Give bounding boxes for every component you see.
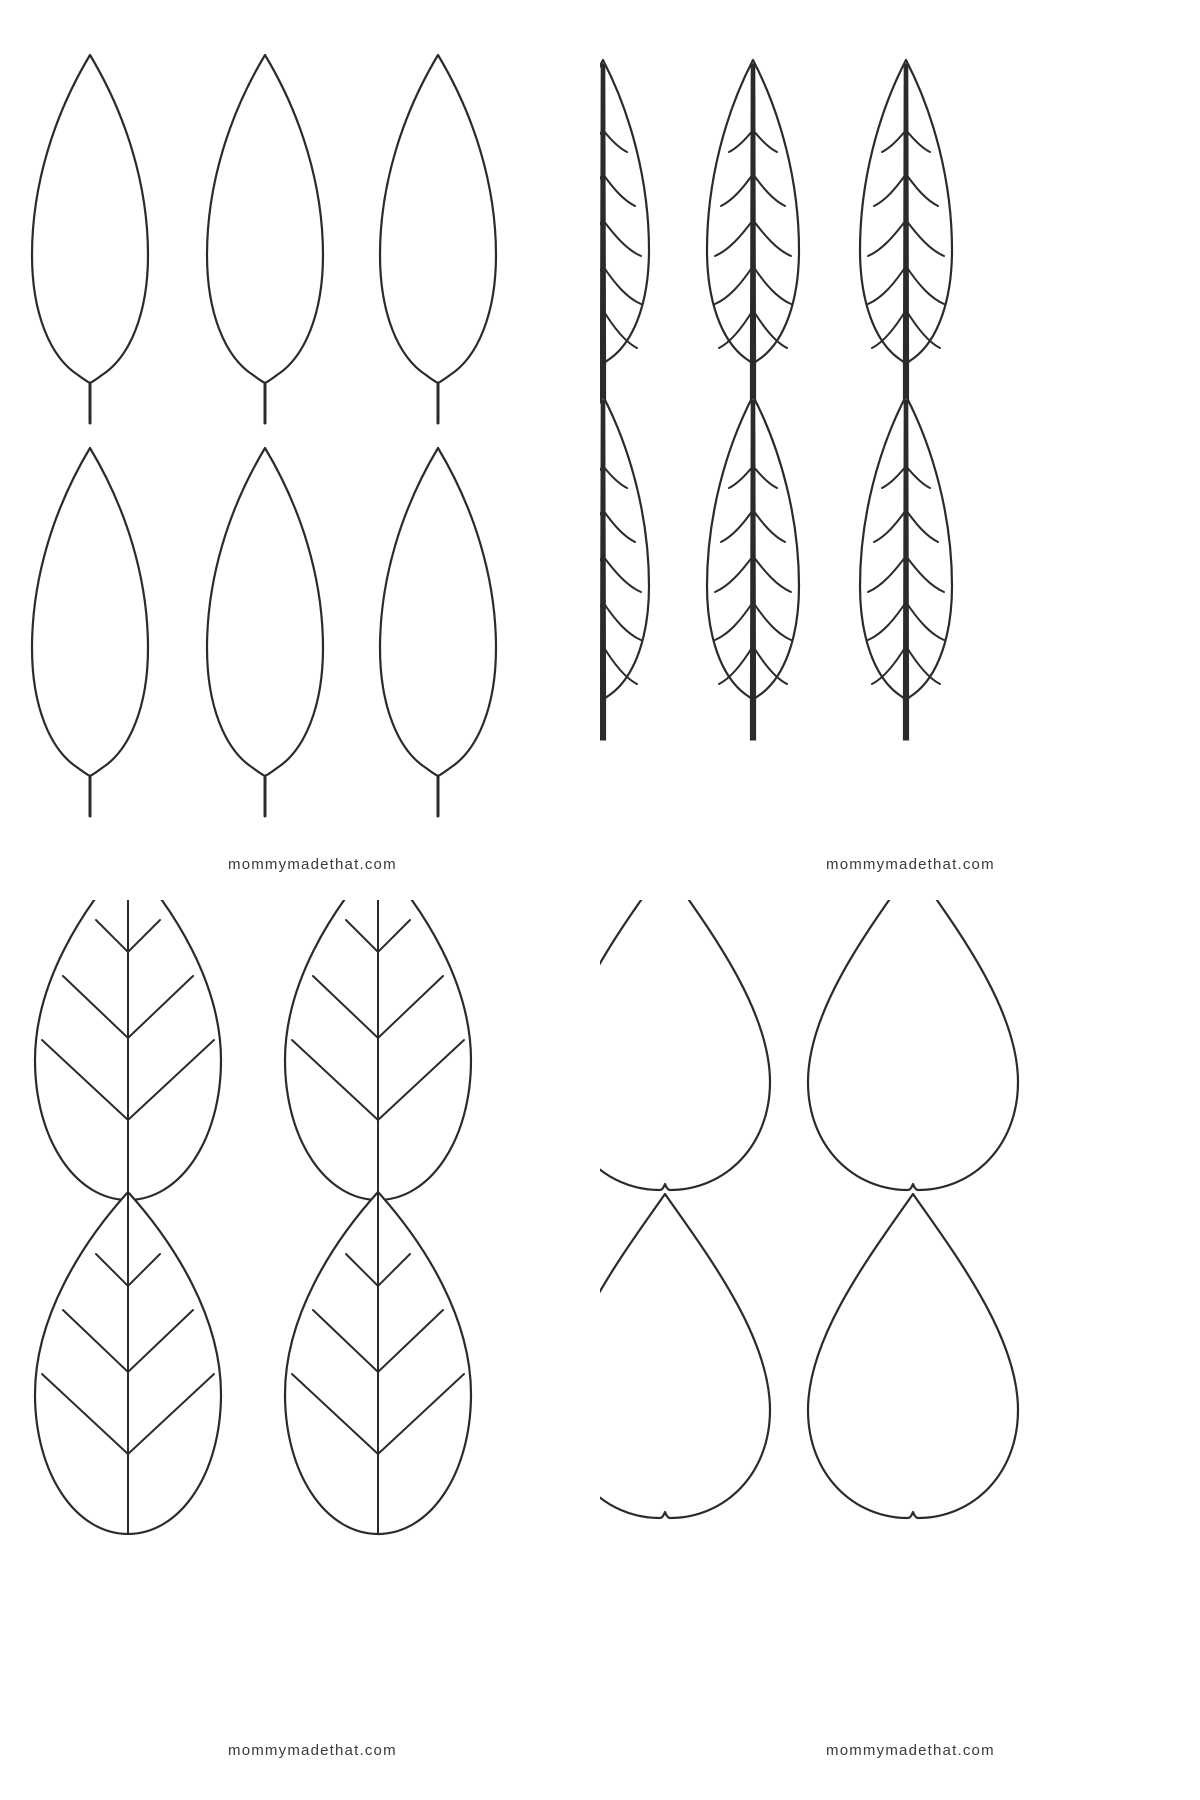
wide-chevron-vein-leaf-templates bbox=[0, 900, 600, 1800]
watermark: mommymadethat.com bbox=[826, 1742, 995, 1759]
plain-leaf-grid bbox=[0, 0, 600, 900]
plain-pointed-leaf-templates bbox=[0, 0, 600, 900]
plain-teardrop-petal-templates bbox=[600, 900, 1200, 1800]
leaf-shape bbox=[860, 60, 952, 404]
leaf-shape bbox=[207, 55, 323, 423]
petal-shape bbox=[808, 900, 1018, 1190]
petal-grid bbox=[600, 900, 1200, 1800]
leaf-shape bbox=[285, 900, 471, 1200]
leaf-shape bbox=[600, 396, 649, 740]
leaf-shape bbox=[35, 1192, 221, 1534]
watermark: mommymadethat.com bbox=[826, 856, 995, 873]
veined-narrow-leaf-templates bbox=[600, 0, 1200, 900]
leaf-shape bbox=[600, 60, 649, 404]
leaf-shape bbox=[707, 396, 799, 740]
veined-leaf-grid bbox=[600, 0, 1200, 900]
leaf-shape bbox=[207, 448, 323, 816]
chevron-leaf-grid bbox=[0, 900, 600, 1800]
petal-shape bbox=[808, 1194, 1018, 1518]
leaf-shape bbox=[860, 396, 952, 740]
petal-shape bbox=[600, 1194, 770, 1518]
leaf-shape bbox=[35, 900, 221, 1200]
watermark: mommymadethat.com bbox=[228, 1742, 397, 1759]
leaf-shape bbox=[285, 1192, 471, 1534]
petal-shape bbox=[600, 900, 770, 1190]
leaf-shape bbox=[380, 448, 496, 816]
watermark: mommymadethat.com bbox=[228, 856, 397, 873]
leaf-shape bbox=[380, 55, 496, 423]
leaf-shape bbox=[32, 55, 148, 423]
leaf-shape bbox=[707, 60, 799, 404]
leaf-shape bbox=[32, 448, 148, 816]
